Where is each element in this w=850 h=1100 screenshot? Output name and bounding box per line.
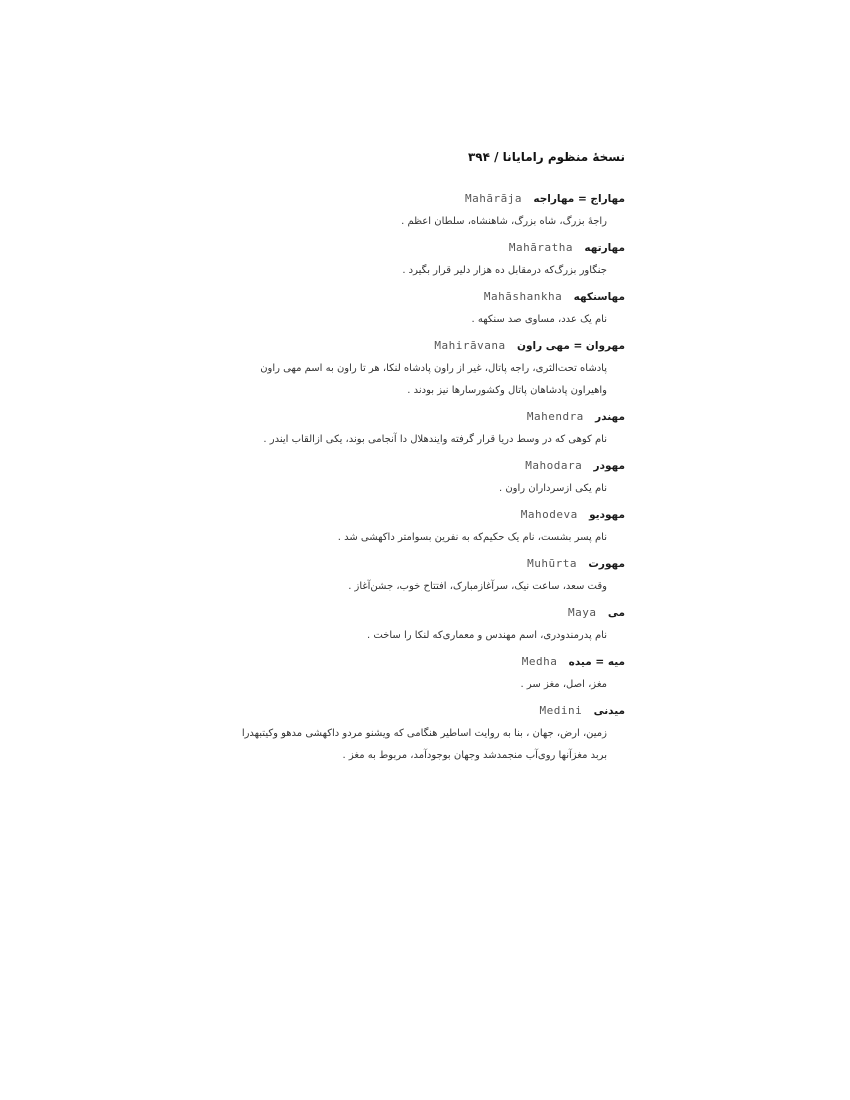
headword-line [230, 191, 625, 207]
glossary-entry [230, 654, 625, 696]
headword-persian: مهودر [593, 460, 625, 472]
headword-persian: مهاسنکهه [573, 291, 625, 303]
definition-text: راجهٔ بزرگ، شاه بزرگ، شاهنشاه، سلطان اعظم . [401, 216, 607, 227]
definition-text: نام پسر بشست، نام یک حکیم‌که به نفرین بسوامتر داکهشی شد . [337, 532, 607, 543]
headword-transliteration: Medini [539, 704, 583, 717]
definition-text: نام یکی ازسرداران راون . [498, 483, 607, 494]
headword-line [230, 240, 625, 256]
headword-line [230, 605, 625, 621]
definition-text: وقت سعد، ساعت نیک، سرآغازمبارک، افتتاح خوب، جشن‌آغاز . [348, 581, 607, 592]
headword-line [230, 556, 625, 572]
headword-line [230, 703, 625, 719]
headword-transliteration: Maya [568, 606, 597, 619]
headword-line [230, 458, 625, 474]
definition-text: نام کوهی که در وسط دریا قرار گرفته وایندهلال دا آنجامی بوند، یکی ازالقاب ایندر . [263, 434, 607, 445]
glossary-entry [230, 240, 625, 282]
headword-persian: مهروان = مهی راون [516, 340, 625, 352]
definition-text: نام یک عدد، مساوی صد سنکهه . [471, 314, 607, 325]
headword-transliteration: Mahāshankha [483, 290, 563, 303]
headword-persian: مهاراج = مهاراجه [533, 193, 625, 205]
headword-line [230, 409, 625, 425]
headword-persian: مهورت [588, 558, 625, 570]
glossary-entry [230, 458, 625, 500]
glossary-entry [230, 338, 625, 402]
glossary-entry [230, 507, 625, 549]
glossary-entry [230, 703, 625, 767]
headword-transliteration: Muhūrta [527, 557, 578, 570]
headword-transliteration: Mahendra [526, 410, 584, 423]
headword-transliteration: Medha [521, 655, 558, 668]
definition-text: پادشاه تحت‌الثری، راجه پاتال، غیر از راون پادشاه لنکا، هر تا راون به اسم مهی راون واهیراون پادشاهان پاتال وکشورسارها نیز بودند . [260, 363, 607, 396]
glossary-entries [230, 191, 625, 774]
glossary-entry [230, 289, 625, 331]
headword-persian: مهندر [595, 411, 625, 423]
headword-transliteration: Mahārāja [465, 192, 522, 205]
definition-text: مغز، اصل، مغز سر . [520, 679, 607, 690]
headword-line [230, 654, 625, 670]
headword-persian: مهارتهه [584, 242, 625, 254]
glossary-entry [230, 556, 625, 598]
headword-persian: می [607, 607, 625, 619]
headword-transliteration: Mahirāvana [434, 339, 506, 352]
headword-persian: میه = میده [568, 656, 625, 668]
glossary-entry [230, 605, 625, 647]
definition-text: زمین، ارض، جهان ، بنا به روایت اساطیر هنگامی که ویشنو مردو داکهشی مدهو وکیتبهدرا بربد مغزآنها روی‌آب منجمدشد وجهان بوجودآمد، مربوط به مغز . [241, 728, 607, 761]
headword-line [230, 338, 625, 354]
glossary-entry [230, 409, 625, 451]
running-head: نسخهٔ منظوم رامایانا / ۳۹۴ [467, 150, 625, 164]
glossary-entry [230, 191, 625, 233]
definition-text: جنگاور بزرگ‌که درمقابل ده هزار دلیر قرار بگیرد . [402, 265, 607, 276]
headword-persian: میدنی [593, 705, 625, 717]
headword-transliteration: Mahodara [525, 459, 583, 472]
definition-text: نام پدرمندودری، اسم مهندس و معماری‌که لنکا را ساخت . [367, 630, 607, 641]
headword-line [230, 289, 625, 305]
headword-persian: مهودیو [589, 509, 625, 521]
headword-transliteration: Mahodeva [520, 508, 578, 521]
headword-line [230, 507, 625, 523]
headword-transliteration: Mahāratha [508, 241, 573, 254]
